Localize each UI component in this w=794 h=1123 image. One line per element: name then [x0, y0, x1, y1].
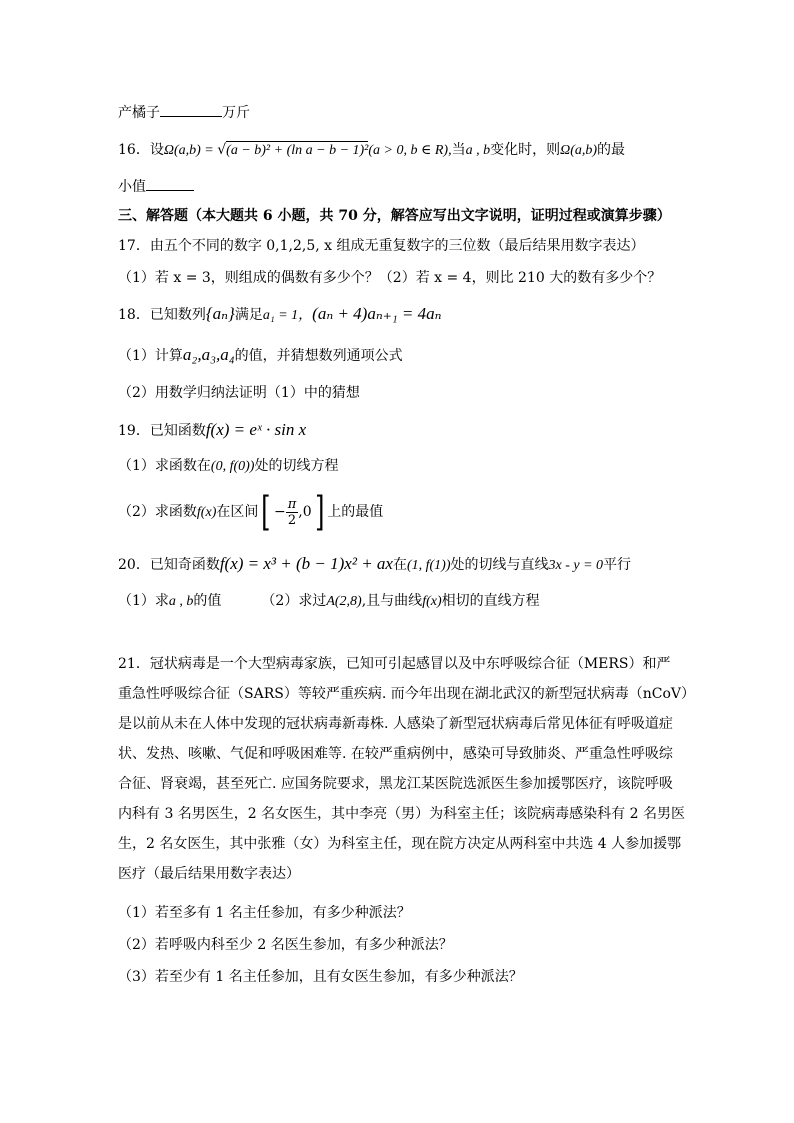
q19-part1	[118, 456, 338, 477]
q19-p2-minus: −	[273, 504, 286, 520]
q18-mid: 满足	[234, 307, 263, 323]
q15-text-after: 万斤	[222, 105, 250, 121]
q16-formula-radicand: (a − b)² + (ln a − b − 1)²	[226, 143, 369, 158]
q20-prefix: 20．已知奇函数	[118, 557, 220, 573]
q16-answer-blank	[146, 176, 194, 191]
q20-p1-vars: a , b	[168, 594, 194, 609]
q18-p1-prefix: （1）计算	[118, 348, 183, 364]
q18-part2: （2）用数学归纳法证明（1）中的猜想	[118, 385, 360, 401]
q20-p1-prefix: （1）求	[118, 593, 169, 609]
q16-text2: 变化时，则	[490, 142, 561, 158]
q20-parts	[118, 591, 540, 612]
right-bracket: ]	[314, 489, 325, 535]
q19-p2-suffix: 上的最值	[327, 504, 384, 520]
q19-p2-func: f(x)	[196, 505, 217, 520]
section3-title: 三、解答题（本大题共 6 小题，共 70 分，解答应写出文字说明，证明过程或演算步骤）	[118, 208, 671, 224]
q21-line-4: 状、发热、咳嗽、气促和呼吸困难等. 在较严重病例中，感染可导致肺炎、严重急性呼吸综	[118, 746, 673, 762]
q21-line-2: 重急性呼吸综合征（SARS）等较严重疾病. 而今年出现在湖北武汉的新型冠状病毒（nCoV）	[118, 686, 695, 702]
q18-p1-terms: a₂,a₃,a₄	[182, 345, 235, 364]
q17-stem: 17．由五个不同的数字 0,1,2,5, x 组成无重复数字的三位数（最后结果用数字表达）	[118, 238, 645, 254]
q20-line: 3x - y = 0	[548, 558, 604, 573]
q21-line-8: 医疗（最后结果用数字表达）	[118, 866, 300, 882]
q19-prefix: 19．已知函数	[118, 423, 206, 439]
fraction-denominator: 2	[287, 512, 297, 528]
q20-p2-suffix: 相切的直线方程	[441, 593, 540, 609]
q18-part1	[118, 345, 403, 366]
q16-text3: 的最	[597, 142, 626, 158]
q19-p2-zero: ,0	[298, 504, 312, 520]
q19-p1-suffix: 处的切线方程	[254, 458, 339, 474]
q20-mid2: 处的切线与直线	[450, 557, 549, 573]
q18-recurrence: (aₙ + 4)aₙ₊₁ = 4aₙ	[312, 304, 442, 323]
q21-part2: （2）若呼吸内科至少 2 名医生参加，有多少种派法？	[118, 937, 453, 953]
sqrt-sign: √	[217, 142, 227, 158]
q20-function: f(x) = x³ + (b − 1)x² + ax	[219, 554, 393, 573]
q17-parts: （1）若 x = 3，则组成的偶数有多少个？（2）若 x = 4，则比 210 大的数有多少个？	[118, 270, 662, 286]
q16-omega: Ω(a,b)	[560, 143, 598, 158]
q20-p2-point: A(2,8)	[326, 594, 362, 609]
q19-p2-mid: 在区间	[216, 504, 259, 520]
q18-stem	[118, 304, 441, 326]
q15-answer-blank	[160, 102, 222, 117]
q19-p2-prefix: （2）求函数	[118, 504, 197, 520]
q20-p2-mid: ,且与曲线	[361, 593, 423, 609]
q20-mid: 在	[392, 557, 407, 573]
q20-suffix: 平行	[603, 557, 632, 573]
q21-line-6: 内科有 3 名男医生，2 名女医生，其中李亮（男）为科室主任；该院病毒感染科有 2 名男医	[118, 806, 685, 822]
q16-vars: a , b	[465, 143, 491, 158]
q18-a1: a₁ = 1，	[262, 308, 313, 323]
q19-p1-prefix: （1）求函数在	[118, 458, 211, 474]
q15-tail	[118, 102, 250, 123]
q18-p1-suffix: 的值，并猜想数列通项公式	[234, 348, 403, 364]
left-bracket: [	[261, 489, 271, 535]
q16-condition: (a > 0, b ∈ R),	[368, 143, 452, 158]
q18-prefix: 18．已知数列	[118, 307, 206, 323]
q16-stem	[118, 140, 625, 161]
q20-p1-suffix: 的值	[193, 593, 222, 609]
q21-line-1: 21．冠状病毒是一个大型病毒家族，已知可引起感冒以及中东呼吸综合征（MERS）和严	[118, 656, 671, 672]
q16-line2-text: 小值	[118, 179, 146, 195]
q21-line-7: 生，2 名女医生，其中张雅（女）为科室主任，现在院方决定从两科室中共选 4 人参加援鄂	[118, 836, 682, 852]
q20-p2-func: f(x)	[422, 594, 442, 609]
fraction-numerator: π	[287, 496, 297, 512]
q21-part1: （1）若至多有 1 名主任参加，有多少种派法？	[118, 905, 411, 921]
q16-line2	[118, 176, 194, 197]
q19-part2	[118, 489, 384, 535]
q21-line-5: 合征、肾衰竭，甚至死亡. 应国务院要求，黑龙江某医院选派医生参加援鄂医疗，该院呼吸	[118, 776, 673, 792]
q20-p2-prefix: （2）求过	[261, 593, 327, 609]
q20-point: (1, f(1))	[406, 558, 451, 573]
q16-formula-lhs: Ω(a,b) =	[163, 143, 218, 158]
q21-part3: （3）若至少有 1 名主任参加，且有女医生参加，有多少种派法？	[118, 969, 523, 985]
q19-p2-fraction	[286, 497, 299, 528]
q16-text1: 当	[451, 142, 466, 158]
q16-number: 16．设	[118, 142, 164, 158]
q21-line-3: 是以前从未在人体中发现的冠状病毒新毒株. 人感染了新型冠状病毒后常见体征有呼吸道症	[118, 716, 673, 732]
q20-stem	[118, 554, 631, 576]
q19-stem	[118, 420, 306, 441]
q19-p1-point: (0, f(0))	[210, 459, 255, 474]
q18-sequence: {aₙ}	[205, 304, 235, 323]
q15-text-before: 产橘子	[118, 105, 160, 121]
q19-function: f(x) = eˣ · sin x	[205, 420, 307, 439]
